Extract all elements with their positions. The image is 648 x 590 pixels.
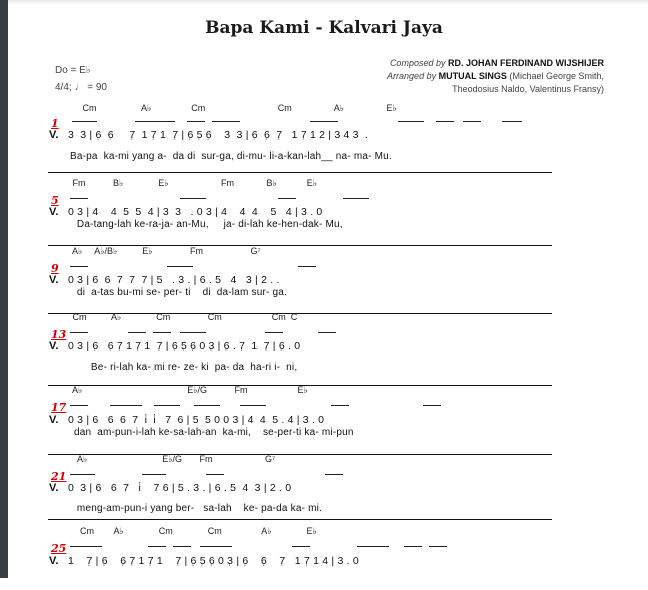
lyrics-line: Da-tang-lah ke-ra-ja- an-Mu, ja- di-lah ke-hen-dak- Mu,: [68, 219, 343, 230]
beam: [429, 546, 447, 547]
beam: [142, 474, 166, 475]
key-signature: Do = E♭: [55, 65, 91, 76]
score-system-1: [20, 103, 604, 169]
beam: [135, 121, 175, 122]
chord-line: Cm A♭ Cm Cm A♭ E♭: [20, 526, 317, 536]
beam: [153, 332, 171, 333]
beam: [463, 121, 481, 122]
beam: [212, 121, 240, 122]
beam: [128, 332, 146, 333]
beam: [110, 405, 142, 406]
lyrics-line: dan am-pun-i-lah ke-sa-lah-an ka-mi, se-per-ti ka- mi-pun: [68, 427, 354, 438]
notation-line: 0 3 | 6 6 7 i̇ 7 6 | 5 . 3 . | 6 . 5 4 3 | 2 . 0: [68, 482, 292, 494]
lyrics-line: Be- ri-lah ka- mi re- ze- ki pa- da ha-ri i- ni,: [82, 362, 298, 373]
beam: [436, 121, 454, 122]
composer-line: [387, 57, 604, 70]
beam: [167, 266, 193, 267]
lyrics-line: di a-tas bu-mi se- per- ti di da-lam sur- ga.: [68, 287, 287, 298]
voice-label: V.: [49, 482, 59, 494]
credits: [387, 57, 604, 96]
beam: [398, 121, 424, 122]
notation-line: 0 3 | 6 6 6 7 i̇ i̇ 7 6 | 5 5 0 0 3 | 4 4 5 . 4 | 3 . 0: [68, 414, 325, 426]
bar-number: 1: [51, 117, 59, 130]
beam: [278, 198, 296, 199]
beam: [404, 546, 422, 547]
beam: [318, 332, 336, 333]
beam: [298, 266, 316, 267]
beam: [187, 121, 205, 122]
beam: [70, 405, 88, 406]
bar-number: 25: [51, 542, 67, 555]
arranger-members-1: (Michael George Smith,: [509, 71, 604, 81]
beam: [70, 266, 88, 267]
beam: [240, 405, 266, 406]
voice-label: V.: [49, 129, 59, 141]
score-system-6: [20, 452, 604, 518]
beam: [200, 546, 232, 547]
score-system-7: [20, 524, 604, 590]
composed-prefix: Composed by: [389, 58, 446, 68]
bar-number: 9: [51, 262, 59, 275]
bar-number: 17: [51, 401, 67, 414]
beam: [343, 198, 369, 199]
beam: [173, 546, 191, 547]
arranger-name: MUTUAL SINGS: [438, 71, 507, 81]
beam: [70, 332, 88, 333]
time-tempo: 4/4; ♩ = 90: [55, 82, 107, 93]
beam: [265, 332, 283, 333]
chord-line: A♭ E♭/G Fm G⁷: [20, 454, 276, 464]
system-divider: [48, 519, 552, 520]
notation-line: 0 3 | 6 6 7 7 7 | 5 . 3 . | 6 . 5 4 3 | 2 . .: [68, 274, 280, 286]
score-system-4: [20, 310, 604, 376]
voice-label: V.: [49, 206, 59, 218]
notation-line: 0 3 | 4 4 5 5 4 | 3 3 . 0 3 | 4 4 4 5 4 | 3 . 0: [68, 206, 323, 218]
bar-number: 21: [51, 470, 67, 483]
lyrics-line: Ba-pa ka-mi yang a- da di sur-ga, di-mu- li-a-kan-lah__ na- ma- Mu.: [70, 151, 392, 162]
beam: [357, 546, 389, 547]
beam: [70, 474, 95, 475]
notation-line: 3 3 | 6̣ 6̣ 7̣ 1 7̣ 1 7̣ | 6̣ 5̣ 6̣ 3 3 | 6̣ 6̣ 7̣ 1 7̣ 1 2 | 3 4 3 .: [68, 129, 369, 141]
key-tempo-info: [55, 62, 107, 96]
beam: [331, 405, 349, 406]
beam: [310, 121, 338, 122]
beam: [325, 474, 343, 475]
beam: [423, 405, 441, 406]
voice-label: V.: [49, 340, 59, 352]
beam: [292, 546, 310, 547]
arranger-members-2: Theodosius Naldo, Valentinus Fransy): [452, 84, 604, 94]
beam: [180, 332, 206, 333]
arranger-line: [387, 70, 604, 83]
song-title: Bapa Kami - Kalvari Jaya: [205, 18, 443, 38]
voice-label: V.: [49, 555, 59, 567]
page-top-shadow: [8, 0, 648, 5]
notation-line: 1 7̣ | 6̣ 6̣ 7̣ 1 7̣ 1 7̣ | 6̣ 5̣ 6̣ 0 3̣ | 6̣ 6̣ 7̣ 1 7̣ 1 4 | 3 . 0: [68, 555, 359, 567]
beam: [206, 474, 224, 475]
beam: [194, 405, 220, 406]
beam: [502, 121, 522, 122]
chord-line: Cm A♭ Cm Cm A♭ E♭: [20, 103, 397, 113]
composer-name: RD. JOHAN FERDINAND WIJSHIJER: [447, 58, 604, 68]
beam: [148, 546, 166, 547]
score-system-5: [20, 385, 604, 451]
viewer-frame-left: [0, 0, 8, 578]
notation-line: 0 3 | 6̣ 6̣ 7̣ 1 7̣ 1 7̣ | 6̣ 5̣ 6̣ 0 3̣ | 6̣ . 7̣ 1 7̣ | 6̣ . 0: [68, 340, 301, 352]
beam: [70, 198, 88, 199]
arranged-prefix: Arranged by: [387, 71, 437, 81]
chord-line: Cm A♭ Cm Cm Cm C: [20, 312, 298, 322]
beam: [72, 121, 97, 122]
beam: [180, 198, 206, 199]
beam: [154, 405, 180, 406]
beam: [70, 546, 102, 547]
score-system-3: [20, 244, 604, 310]
voice-label: V.: [49, 414, 59, 426]
chord-line: A♭ E♭/G Fm E♭: [20, 385, 308, 395]
lyrics-line: meng-am-pun-i yang ber- sa-lah ke- pa-da ka- mi.: [68, 503, 323, 514]
score-system-2: [20, 176, 604, 242]
chord-line: A♭ A♭/B♭ E♭ Fm G⁷: [20, 246, 261, 256]
chord-line: Fm B♭ E♭ Fm B♭ E♭: [20, 178, 318, 188]
bar-number: 13: [51, 328, 67, 341]
bar-number: 5: [51, 194, 59, 207]
system-divider: [48, 172, 552, 173]
voice-label: V.: [49, 274, 59, 286]
